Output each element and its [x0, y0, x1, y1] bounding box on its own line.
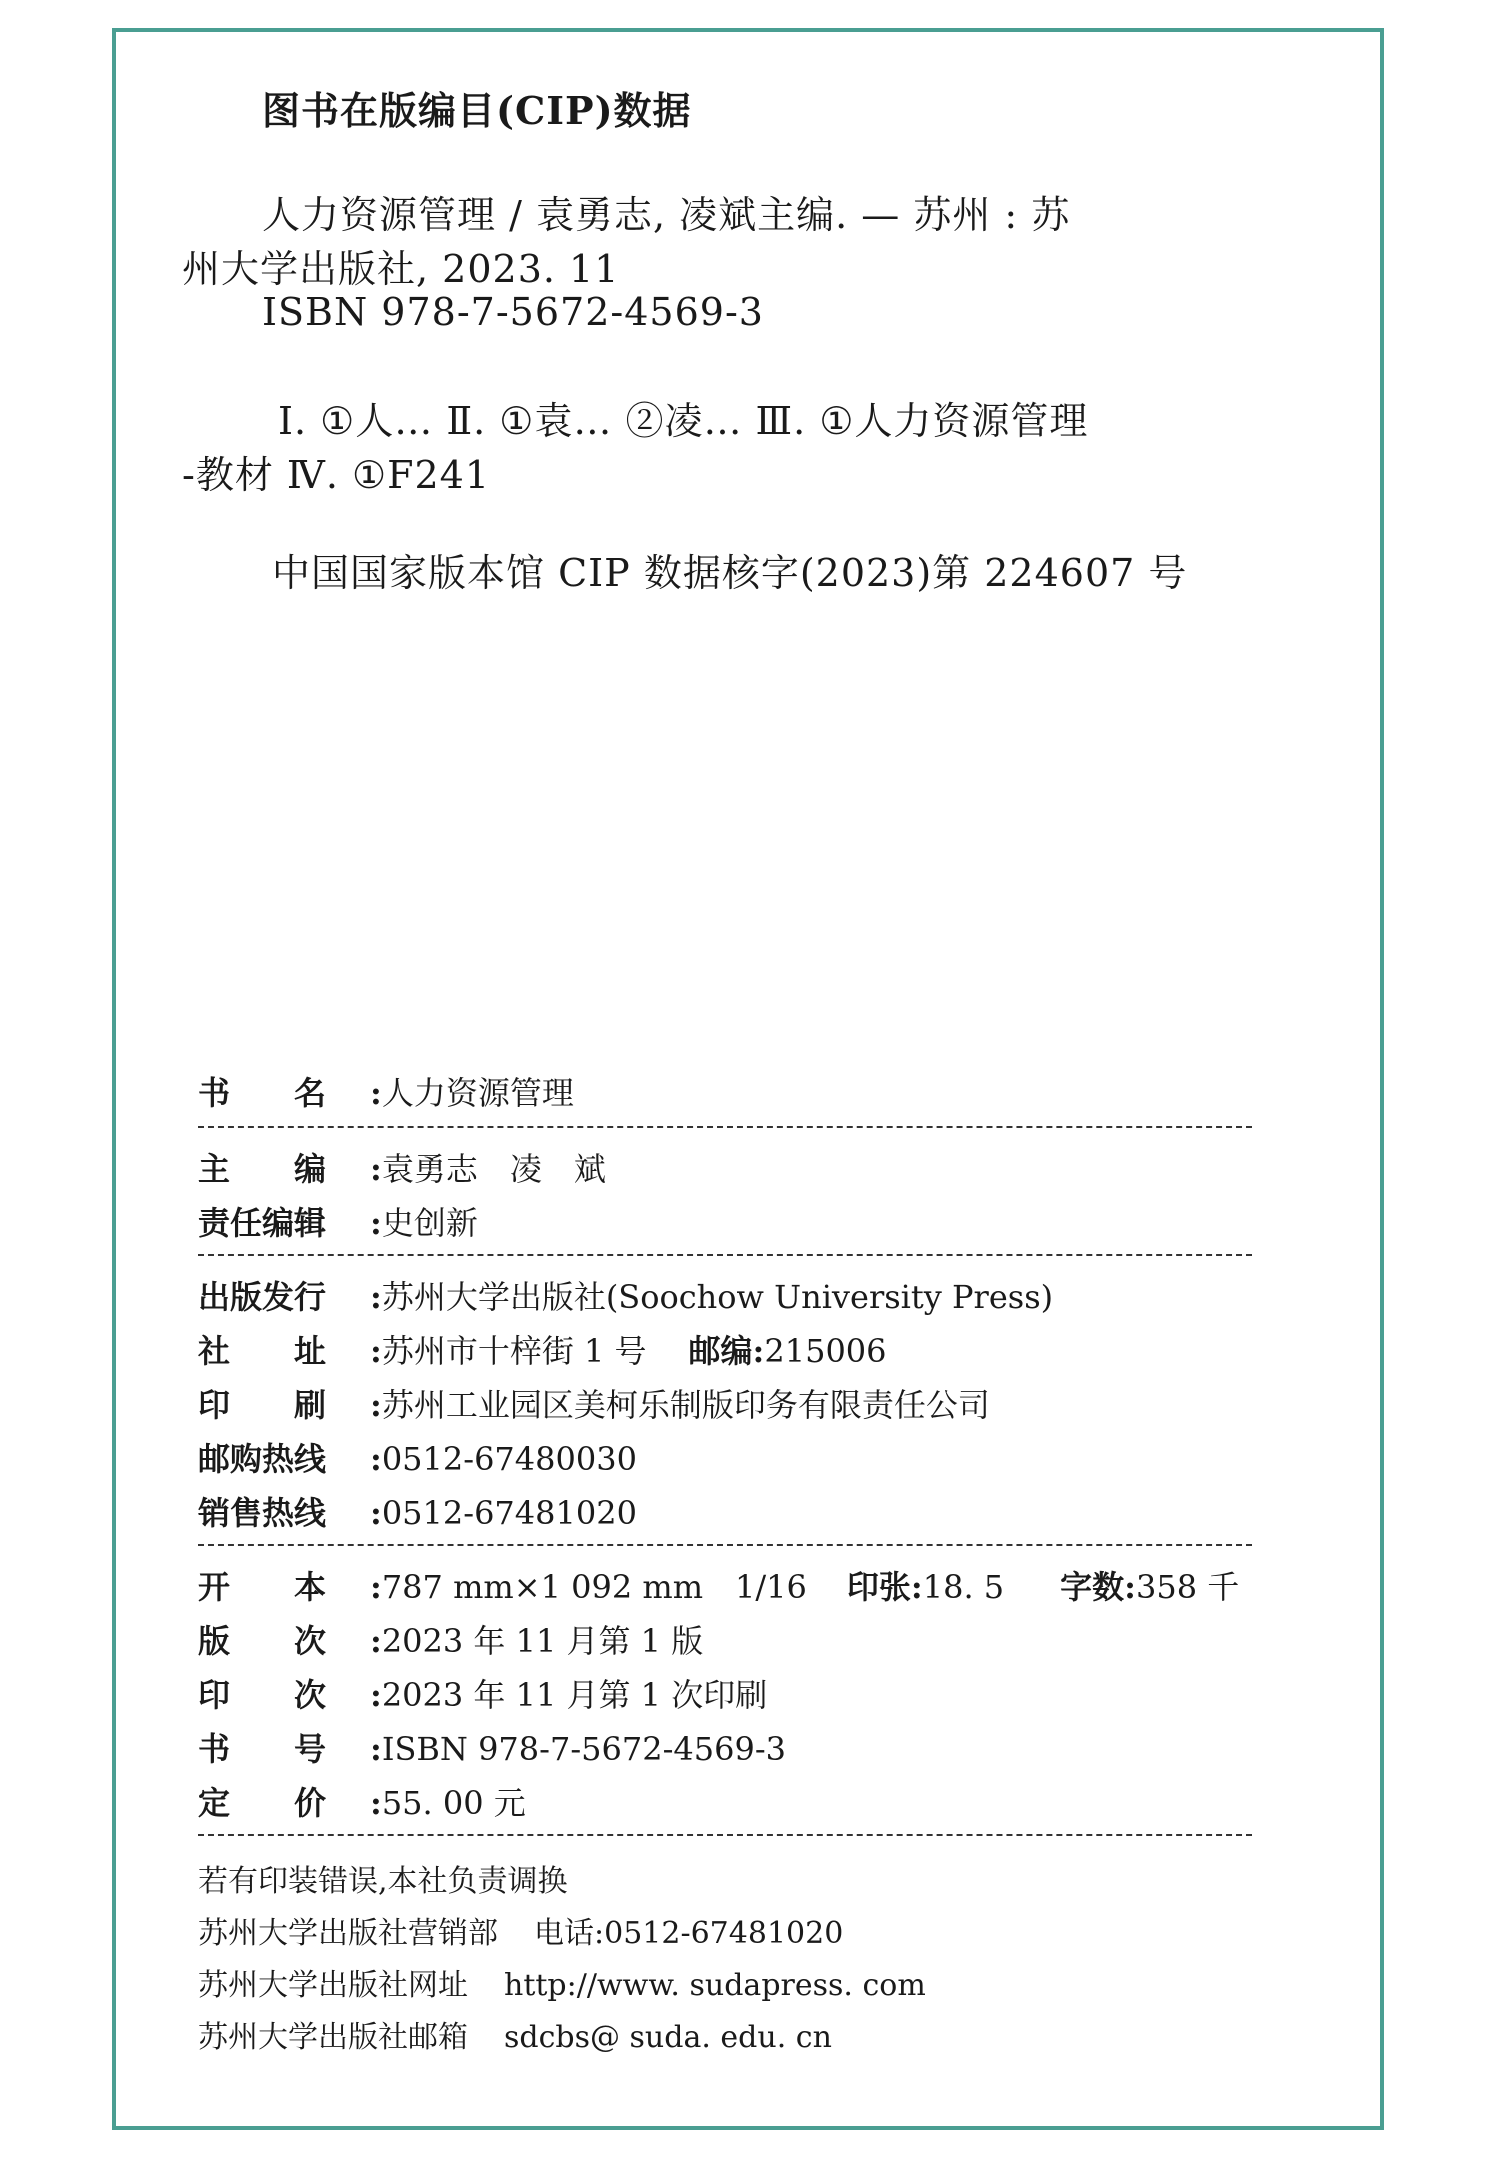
- row-edition: 版 次 :2023 年 11 月第 1 版: [198, 1616, 703, 1662]
- postcode-label: 邮编: [688, 1332, 753, 1370]
- editor-value: 袁勇志 凌 斌: [381, 1150, 606, 1188]
- book-title-label: 书 名: [198, 1074, 327, 1112]
- postcode-value: 215006: [764, 1332, 887, 1370]
- phone-value: 0512-67481020: [604, 1916, 844, 1951]
- publisher-value: 苏州大学出版社(Soochow University Press): [381, 1278, 1054, 1316]
- sales-hotline-value: 0512-67481020: [381, 1494, 637, 1532]
- replacement-note: 若有印装错误,本社负责调换: [198, 1864, 568, 1899]
- cip-classification-line-2: -教材 Ⅳ. ①F241: [182, 453, 491, 497]
- email-label: 苏州大学出版社邮箱: [198, 2020, 468, 2055]
- dashed-divider: [198, 1544, 1252, 1546]
- cip-citation-line-1: 人力资源管理 / 袁勇志, 凌斌主编. — 苏州 : 苏: [262, 193, 1071, 237]
- marketing-dept: 苏州大学出版社营销部: [198, 1916, 498, 1951]
- book-title-value: 人力资源管理: [381, 1074, 574, 1112]
- printer-value: 苏州工业园区美柯乐制版印务有限责任公司: [381, 1386, 990, 1424]
- row-printing: 印 次 :2023 年 11 月第 1 次印刷: [198, 1670, 767, 1716]
- edition-label: 版 次: [198, 1622, 327, 1660]
- mail-order-value: 0512-67480030: [381, 1440, 637, 1478]
- sheets-value: 18. 5: [922, 1568, 1005, 1606]
- edition-value: 2023 年 11 月第 1 版: [381, 1622, 704, 1660]
- dashed-divider: [198, 1126, 1252, 1128]
- dashed-divider: [198, 1254, 1252, 1256]
- cip-isbn: ISBN 978-7-5672-4569-3: [262, 290, 764, 334]
- email-link[interactable]: sdcbs@ suda. edu. cn: [504, 2020, 832, 2055]
- cip-citation-line-2: 州大学出版社, 2023. 11: [182, 247, 620, 291]
- editor-label: 主 编: [198, 1150, 327, 1188]
- row-publisher: 出版发行 :苏州大学出版社(Soochow University Press): [198, 1272, 1053, 1318]
- format-label: 开 本: [198, 1568, 327, 1606]
- sales-hotline-label: 销售热线: [198, 1494, 327, 1532]
- dashed-divider: [198, 1834, 1252, 1836]
- address-value: 苏州市十梓街 1 号: [381, 1332, 647, 1370]
- row-address: 社 址 :苏州市十梓街 1 号 邮编:215006: [198, 1326, 887, 1372]
- printing-value: 2023 年 11 月第 1 次印刷: [381, 1676, 768, 1714]
- row-book-number: 书 号 :ISBN 978-7-5672-4569-3: [198, 1724, 786, 1770]
- row-editor: 主 编 :袁勇志 凌 斌: [198, 1144, 606, 1190]
- printing-label: 印 次: [198, 1676, 327, 1714]
- row-book-title: 书 名 :人力资源管理: [198, 1068, 574, 1114]
- phone-label: 电话: [534, 1916, 594, 1951]
- cip-approval-number: 中国国家版本馆 CIP 数据核字(2023)第 224607 号: [272, 551, 1188, 595]
- book-number-value: ISBN 978-7-5672-4569-3: [381, 1730, 786, 1768]
- address-label: 社 址: [198, 1332, 327, 1370]
- book-number-label: 书 号: [198, 1730, 327, 1768]
- website-link[interactable]: http://www. sudapress. com: [504, 1968, 926, 2003]
- cip-heading: 图书在版编目(CIP)数据: [262, 88, 692, 133]
- row-format: 开 本 :787 mm×1 092 mm 1/16 印张:18. 5 字数:358 千: [198, 1562, 1239, 1608]
- row-responsible-editor: 责任编辑 :史创新: [198, 1198, 478, 1244]
- row-sales-hotline: 销售热线 :0512-67481020: [198, 1488, 637, 1534]
- website-row: [198, 1960, 926, 2004]
- responsible-editor-value: 史创新: [381, 1204, 478, 1242]
- cip-classification-line-1: Ⅰ. ①人… Ⅱ. ①袁… ②凌… Ⅲ. ①人力资源管理: [278, 399, 1089, 443]
- email-row: [198, 2012, 832, 2056]
- price-label: 定 价: [198, 1784, 327, 1822]
- website-label: 苏州大学出版社网址: [198, 1968, 468, 2003]
- sheets-label: 印张: [846, 1568, 911, 1606]
- row-price: 定 价 :55. 00 元: [198, 1778, 526, 1824]
- word-count-value: 358 千: [1135, 1568, 1240, 1606]
- responsible-editor-label: 责任编辑: [198, 1204, 327, 1242]
- mail-order-label: 邮购热线: [198, 1440, 327, 1478]
- row-mail-order: 邮购热线 :0512-67480030: [198, 1434, 637, 1480]
- word-count-label: 字数: [1060, 1568, 1125, 1606]
- price-value: 55. 00 元: [381, 1784, 526, 1822]
- row-printer: 印 刷 :苏州工业园区美柯乐制版印务有限责任公司: [198, 1380, 990, 1426]
- marketing-row: 苏州大学出版社营销部 电话:0512-67481020: [198, 1916, 844, 1951]
- publisher-label: 出版发行: [198, 1278, 327, 1316]
- format-value: 787 mm×1 092 mm 1/16: [381, 1568, 807, 1606]
- printer-label: 印 刷: [198, 1386, 327, 1424]
